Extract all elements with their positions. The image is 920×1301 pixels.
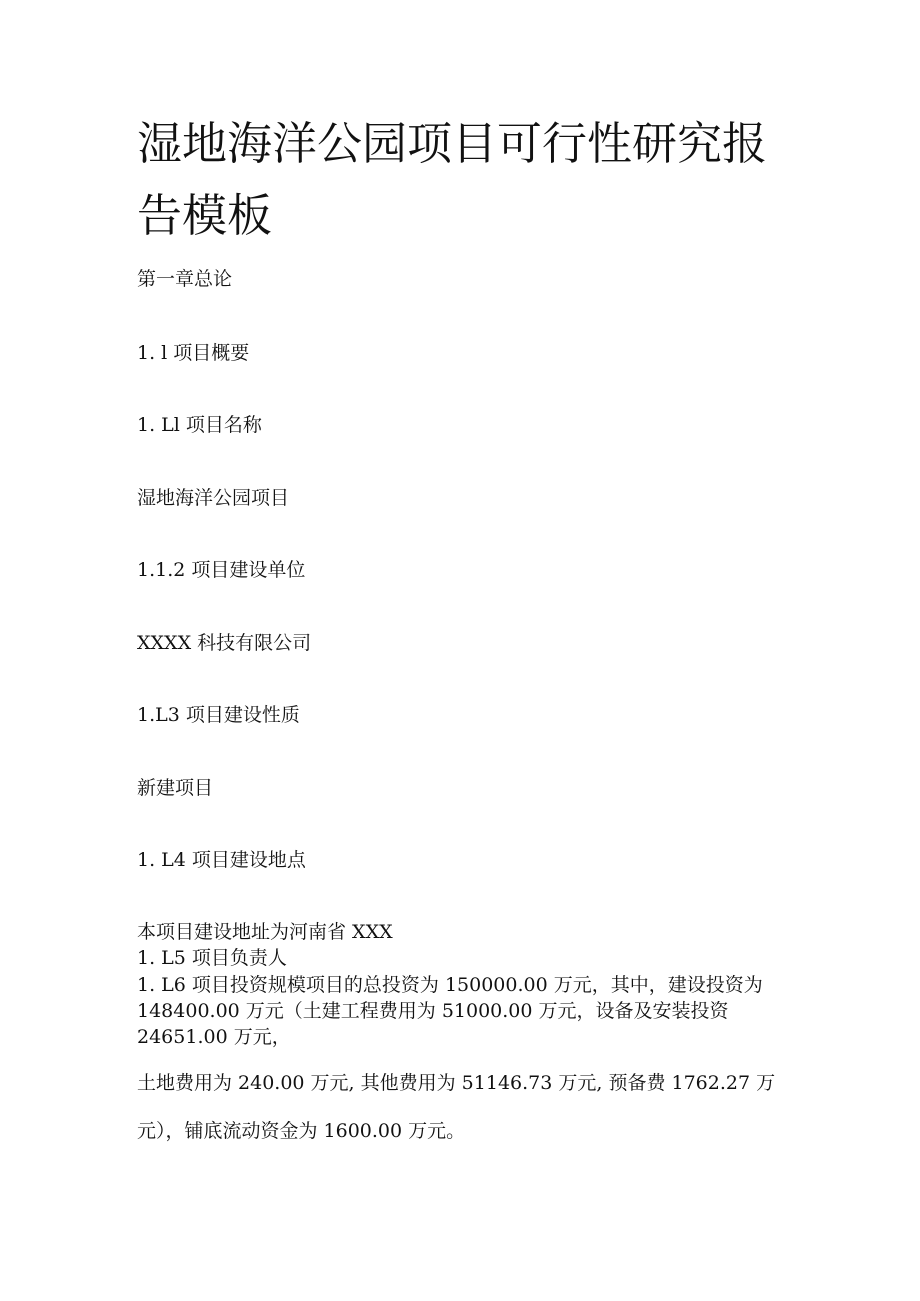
investment-line-3: 24651.00 万元， [137, 1026, 291, 1048]
project-name-text: 湿地海洋公园项目 [137, 487, 290, 509]
section-heading-1-1-3: 1.L3 项目建设性质 [137, 704, 300, 726]
chapter-heading: 第一章总论 [137, 268, 233, 290]
section-heading-1-1-4: 1. L4 项目建设地点 [137, 849, 306, 871]
document-title: 湿地海洋公园项目可行性研究报告模板 [137, 117, 768, 242]
nature-text: 新建项目 [137, 777, 214, 799]
section-heading-1-1-5: 1. L5 项目负责人 [137, 947, 287, 969]
investment-line-1: 1. L6 项目投资规模项目的总投资为 150000.00 万元，其中，建设投资为 [137, 974, 763, 996]
section-heading-1-1: 1. l 项目概要 [137, 342, 250, 364]
cost-line-2: 元），铺底流动资金为 1600.00 万元。 [137, 1120, 466, 1142]
section-heading-1-1-2: 1.1.2 项目建设单位 [137, 559, 306, 581]
section-heading-1-1-1: 1. Ll 项目名称 [137, 414, 262, 436]
location-text: 本项目建设地址为河南省 XXX [137, 921, 393, 943]
investment-line-2: 148400.00 万元（土建工程费用为 51000.00 万元，设备及安装投资 [137, 1000, 729, 1022]
cost-line-1: 土地费用为 240.00 万元, 其他费用为 51146.73 万元, 预备费 1762.27 万 [137, 1072, 776, 1094]
builder-text: XXXX 科技有限公司 [137, 632, 312, 654]
